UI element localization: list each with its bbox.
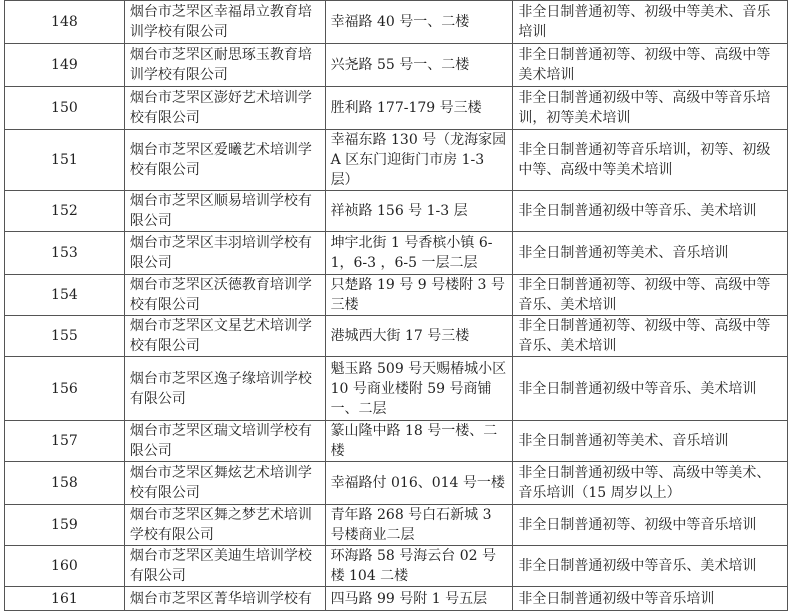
school-name: 烟台市芝罘区幸福昂立教育培训学校有限公司 (124, 1, 325, 44)
school-address: 幸福路付 016、014 号一楼 (325, 462, 513, 505)
school-address: 幸福路 40 号一、二楼 (325, 1, 513, 44)
school-address: 胜利路 177-179 号三楼 (325, 87, 513, 130)
row-number: 149 (5, 44, 125, 87)
school-name: 烟台市芝罘区舞炫艺术培训学校有限公司 (124, 462, 325, 505)
training-scope: 非全日制普通初等、初级中等、高级中等音乐、美术培训 (513, 275, 788, 316)
training-scope: 非全日制普通初等音乐培训，初等、初级中等、高级中等美术培训 (513, 130, 788, 191)
row-number: 159 (5, 505, 125, 546)
table-row (5, 44, 788, 87)
training-scope: 非全日制普通初等、初级中等、高级中等美术培训 (513, 44, 788, 87)
table-row (5, 232, 788, 275)
school-address: 四马路 99 号附 1 号五层 (325, 587, 513, 611)
school-name: 烟台市芝罘区菁华培训学校有 (124, 587, 325, 611)
school-list-table (4, 0, 788, 611)
school-address: 幸福东路 130 号（龙海家园 A 区东门迎街门市房 1-3 层） (325, 130, 513, 191)
row-number: 161 (5, 587, 125, 611)
training-scope: 非全日制普通初等美术、音乐培训 (513, 232, 788, 275)
table-row (5, 191, 788, 232)
row-number: 148 (5, 1, 125, 44)
school-name: 烟台市芝罘区沃德教育培训学校有限公司 (124, 275, 325, 316)
row-number: 151 (5, 130, 125, 191)
school-name: 烟台市芝罘区耐思琢玉教育培训学校有限公司 (124, 44, 325, 87)
table-row (5, 505, 788, 546)
row-number: 155 (5, 316, 125, 357)
training-scope: 非全日制普通初等、初级中等、高级中等音乐、美术培训 (513, 316, 788, 357)
table-row (5, 587, 788, 611)
school-name: 烟台市芝罘区文星艺术培训学校有限公司 (124, 316, 325, 357)
table-row (5, 462, 788, 505)
school-name: 烟台市芝罘区爱曦艺术培训学校有限公司 (124, 130, 325, 191)
training-scope: 非全日制普通初级中等、高级中等美术、音乐培训（15 周岁以上） (513, 462, 788, 505)
row-number: 152 (5, 191, 125, 232)
training-scope: 非全日制普通初级中等音乐、美术培训 (513, 191, 788, 232)
training-scope: 非全日制普通初级中等音乐、美术培训 (513, 357, 788, 421)
table-row (5, 275, 788, 316)
school-address: 环海路 58 号海云台 02 号楼 104 二楼 (325, 546, 513, 587)
training-scope: 非全日制普通初级中等音乐、美术培训 (513, 546, 788, 587)
table-row (5, 1, 788, 44)
table-row (5, 357, 788, 421)
school-address: 兴尧路 55 号一、二楼 (325, 44, 513, 87)
training-scope: 非全日制普通初等美术、音乐培训 (513, 421, 788, 462)
table-row (5, 421, 788, 462)
training-scope: 非全日制普通初级中等音乐培训 (513, 587, 788, 611)
school-address: 魁玉路 509 号天赐椿城小区 10 号商业楼附 59 号商铺一、二层 (325, 357, 513, 421)
table-body (5, 1, 788, 611)
school-address: 青年路 268 号白石新城 3 号楼商业二层 (325, 505, 513, 546)
school-address: 只楚路 19 号 9 号楼附 3 号三楼 (325, 275, 513, 316)
school-name: 烟台市芝罘区顺易培训学校有限公司 (124, 191, 325, 232)
school-address: 篆山隆中路 18 号一楼、二楼 (325, 421, 513, 462)
row-number: 158 (5, 462, 125, 505)
table-row (5, 316, 788, 357)
row-number: 153 (5, 232, 125, 275)
table-row (5, 546, 788, 587)
school-name: 烟台市芝罘区舞之梦艺术培训学校有限公司 (124, 505, 325, 546)
school-name: 烟台市芝罘区美迪生培训学校有限公司 (124, 546, 325, 587)
table-row (5, 130, 788, 191)
training-scope: 非全日制普通初等、初级中等音乐培训 (513, 505, 788, 546)
training-scope: 非全日制普通初级中等、高级中等音乐培训，初等美术培训 (513, 87, 788, 130)
row-number: 150 (5, 87, 125, 130)
school-name: 烟台市芝罘区逸子缘培训学校有限公司 (124, 357, 325, 421)
school-name: 烟台市芝罘区澎妤艺术培训学校有限公司 (124, 87, 325, 130)
school-address: 坤宇北街 1 号香槟小镇 6-1，6-3 ，6-5 一层二层 (325, 232, 513, 275)
school-name: 烟台市芝罘区瑞文培训学校有限公司 (124, 421, 325, 462)
row-number: 156 (5, 357, 125, 421)
table-row (5, 87, 788, 130)
row-number: 160 (5, 546, 125, 587)
row-number: 154 (5, 275, 125, 316)
training-scope: 非全日制普通初等、初级中等美术、音乐培训 (513, 1, 788, 44)
school-address: 祥祯路 156 号 1-3 层 (325, 191, 513, 232)
school-name: 烟台市芝罘区丰羽培训学校有限公司 (124, 232, 325, 275)
row-number: 157 (5, 421, 125, 462)
school-address: 港城西大街 17 号三楼 (325, 316, 513, 357)
